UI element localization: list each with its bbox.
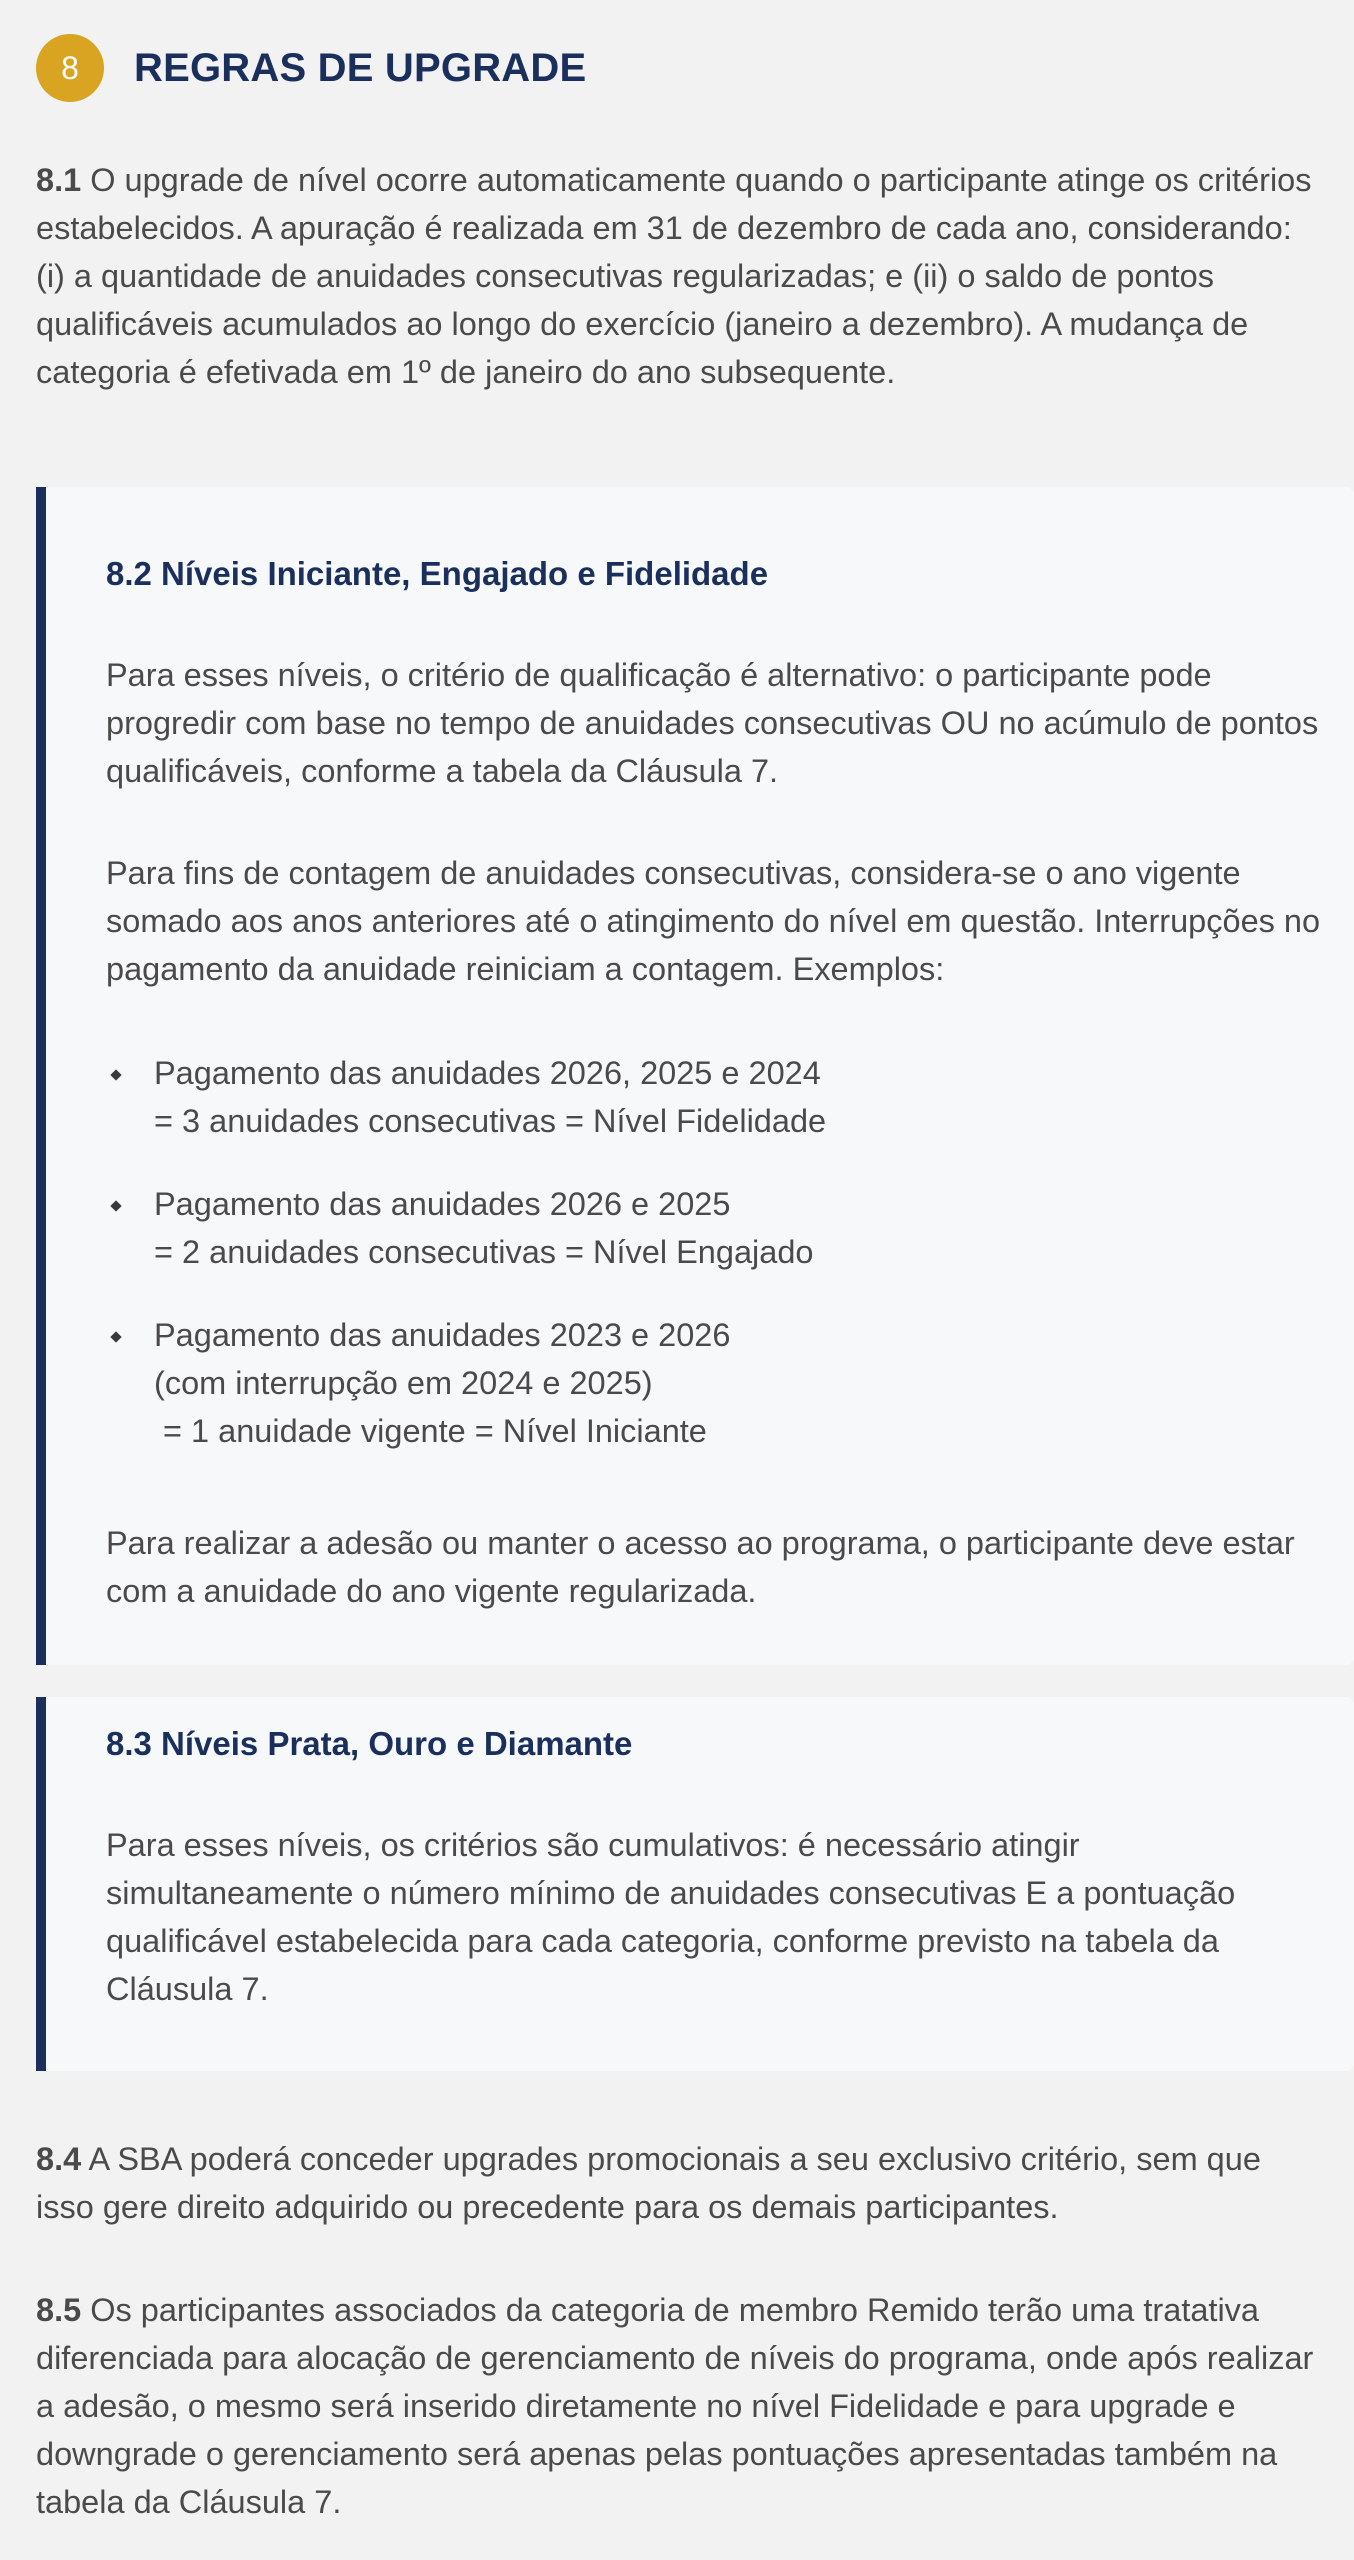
clause-8-4-number: 8.4 <box>36 2141 82 2177</box>
example-line: (com interrupção em 2024 e 2025) <box>154 1365 653 1401</box>
clause-8-5-text: Os participantes associados da categoria de membro Remido terão uma tratativa diferenciada para alocação de gerenciamento de níveis do programa, onde após realizar a adesão, o mesmo será inserido diretamente no nível Fidelidade e para upgrade e downgrade o gerenciamento será apenas pelas pontuações apresentadas também na tabela da Cláusula 7. <box>36 2292 1314 2520</box>
example-item <box>106 1049 1306 1145</box>
clause-8-4 <box>36 2135 1316 2231</box>
section-number-badge: 8 <box>36 34 104 102</box>
clause-8-2-card <box>36 487 1354 1665</box>
clause-8-2-paragraph-1: Para esses níveis, o critério de qualificação é alternativo: o participante pode progredir com base no tempo de anuidades consecutivas OU no acúmulo de pontos qualificáveis, conforme a tabela da Cláusula 7. <box>106 657 1319 789</box>
bullet-diamond-icon <box>110 1069 121 1080</box>
example-item <box>106 1311 1306 1455</box>
clause-8-3-card <box>36 1697 1354 2071</box>
clause-8-2-paragraph-3: Para realizar a adesão ou manter o acesso ao programa, o participante deve estar com a anuidade do ano vigente regularizada. <box>106 1525 1295 1609</box>
example-line: = 3 anuidades consecutivas = Nível Fidelidade <box>154 1103 827 1139</box>
clause-8-1-text: O upgrade de nível ocorre automaticamente quando o participante atinge os critérios estabelecidos. A apuração é realizada em 31 de dezembro de cada ano, considerando: (i) a quantidade de anuidades consecutivas regularizadas; e (ii) o saldo de pontos qualificáveis acumulados ao longo do exercício (janeiro a dezembro). A mudança de categoria é efetivada em 1º de janeiro do ano subsequente. <box>36 162 1312 390</box>
clause-8-1-number: 8.1 <box>36 162 82 198</box>
section-title: REGRAS DE UPGRADE <box>134 45 587 90</box>
example-item <box>106 1180 1306 1276</box>
example-line: = 2 anuidades consecutivas = Nível Engajado <box>154 1234 814 1270</box>
example-line: Pagamento das anuidades 2026 e 2025 <box>154 1186 731 1222</box>
clause-8-2-title: 8.2 Níveis Iniciante, Engajado e Fidelidade <box>106 555 769 592</box>
clause-8-3-title: 8.3 Níveis Prata, Ouro e Diamante <box>106 1725 633 1762</box>
example-line: = 1 anuidade vigente = Nível Iniciante <box>154 1413 707 1449</box>
bullet-diamond-icon <box>110 1331 121 1342</box>
clause-8-2-paragraph-2: Para fins de contagem de anuidades consecutivas, considera-se o ano vigente somado aos anos anteriores até o atingimento do nível em questão. Interrupções no pagamento da anuidade reiniciam a contagem. Exemplos: <box>106 855 1321 987</box>
clause-8-1 <box>36 156 1316 396</box>
example-line: Pagamento das anuidades 2023 e 2026 <box>154 1317 731 1353</box>
clause-8-5 <box>36 2286 1316 2526</box>
bullet-diamond-icon <box>110 1200 121 1211</box>
clause-8-3-paragraph-1: Para esses níveis, os critérios são cumulativos: é necessário atingir simultaneamente o número mínimo de anuidades consecutivas E a pontuação qualificável estabelecida para cada categoria, conforme previsto na tabela da Cláusula 7. <box>106 1827 1236 2007</box>
example-line: Pagamento das anuidades 2026, 2025 e 2024 <box>154 1055 821 1091</box>
clause-8-4-text: A SBA poderá conceder upgrades promocionais a seu exclusivo critério, sem que isso gere direito adquirido ou precedente para os demais participantes. <box>36 2141 1261 2225</box>
clause-8-5-number: 8.5 <box>36 2292 82 2328</box>
section-header <box>36 34 586 102</box>
